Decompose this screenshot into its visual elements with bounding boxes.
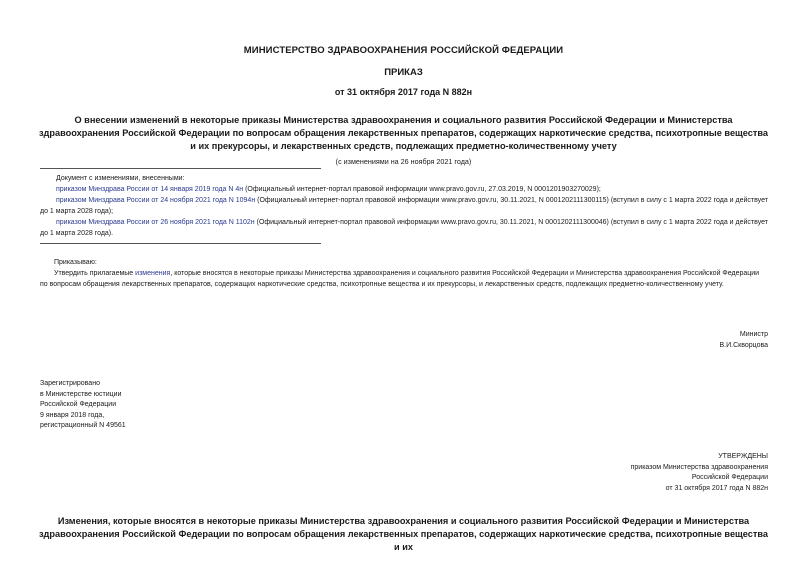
document-date-number: от 31 октября 2017 года N 882н bbox=[334, 87, 473, 97]
amendments-list bbox=[40, 173, 768, 239]
amendment-item bbox=[40, 184, 768, 195]
amendment-item bbox=[40, 217, 768, 239]
registration-line: 9 января 2018 года, bbox=[40, 411, 105, 419]
approved-line: Российской Федерации bbox=[691, 474, 768, 481]
divider-bottom bbox=[40, 243, 321, 244]
amendment-link[interactable]: приказом Минздрава России от 24 ноября 2021 года N 1094н bbox=[56, 197, 256, 204]
order-section bbox=[40, 257, 768, 290]
amendment-details: (Официальный интернет-портал правовой информации www.pravo.gov.ru, 30.11.2021, N 0001202111300115) (вступил в силу с 1 марта 2022 года и действует до 1 марта 2028 года); bbox=[40, 197, 768, 215]
amendment-link[interactable]: приказом Минздрава России от 26 ноября 2021 года N 1102н bbox=[56, 219, 255, 226]
divider-top bbox=[40, 168, 321, 169]
changes-link[interactable]: изменения bbox=[135, 270, 171, 277]
changes-note: (с изменениями на 26 ноября 2021 года) bbox=[335, 157, 472, 166]
signature-name: В.И.Скворцова bbox=[719, 342, 768, 349]
ministry-heading: МИНИСТЕРСТВО ЗДРАВООХРАНЕНИЯ РОССИЙСКОЙ ФЕДЕРАЦИИ bbox=[243, 45, 564, 56]
approved-line: приказом Министерства здравоохранения bbox=[630, 463, 768, 471]
registration-block bbox=[40, 379, 240, 432]
order-text-end: , которые вносятся в некоторые приказы Министерства здравоохранения и социального развития Российской Федерации и Министерства здравоохранения Российской Федерации по вопросам обращения лекарственных препаратов, содержащих наркотические средства, психотропные вещества и их прекурсоры, и лекарственных средств, подлежащих предметно-количественному учету. bbox=[40, 270, 760, 288]
amendment-item bbox=[40, 195, 768, 217]
registration-line: в Министерстве юстиции bbox=[40, 390, 122, 398]
approved-block bbox=[560, 452, 768, 494]
signature-position: Министр bbox=[739, 331, 768, 338]
amendments-header: Документ с изменениями, внесенными: bbox=[56, 175, 185, 182]
document-title: О внесении изменений в некоторые приказы Министерства здравоохранения и социального развития Российской Федерации и Министерства здравоохранения Российской Федерации по вопросам обращения лекарственных препаратов, содержащих наркотические средства, психотропные вещества и их прекурсоры, и лекарственных средств, подлежащих предметно-количественному учету bbox=[38, 115, 769, 151]
order-intro: Приказываю: bbox=[54, 259, 97, 266]
registration-line: регистрационный N 49561 bbox=[40, 422, 126, 429]
amendment-link[interactable]: приказом Минздрава России от 14 января 2019 года N 4н bbox=[56, 186, 244, 193]
approved-line: УТВЕРЖДЕНЫ bbox=[718, 453, 768, 460]
amendment-details: (Официальный интернет-портал правовой информации www.pravo.gov.ru, 30.11.2021, N 0001202111300046) (вступил в силу с 1 марта 2022 года и действует до 1 марта 2028 года). bbox=[40, 219, 768, 237]
order-text-start: Утвердить прилагаемые bbox=[54, 270, 136, 277]
registration-line: Зарегистрировано bbox=[40, 380, 100, 387]
approved-line: от 31 октября 2017 года N 882н bbox=[665, 484, 768, 492]
order-text bbox=[40, 268, 768, 290]
amendment-details: (Официальный интернет-портал правовой информации www.pravo.gov.ru, 27.03.2019, N 0001201903270029); bbox=[243, 186, 601, 193]
registration-line: Российской Федерации bbox=[40, 401, 117, 408]
document-type: ПРИКАЗ bbox=[384, 67, 423, 78]
annex-title: Изменения, которые вносятся в некоторые приказы Министерства здравоохранения и социального развития Российской Федерации и Министерства здравоохранения Российской Федерации по вопросам обращения лекарственных препаратов, содержащих наркотические средства, психотропные вещества и их bbox=[38, 516, 769, 552]
